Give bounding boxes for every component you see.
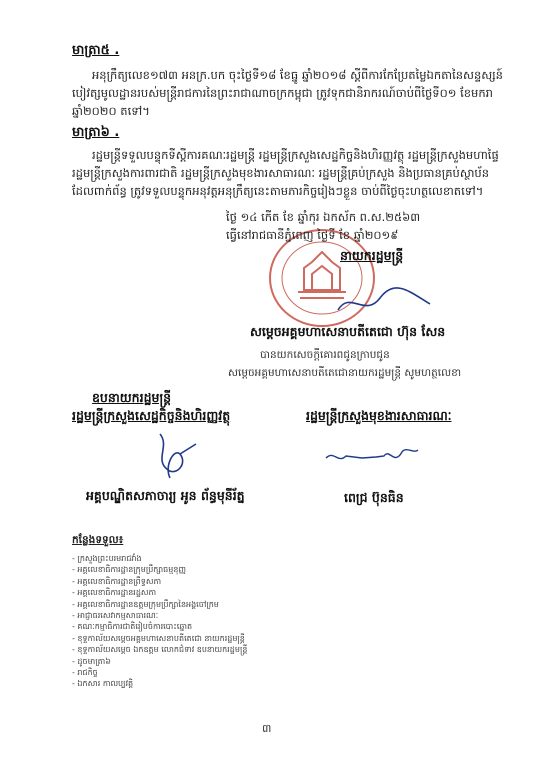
article5-line1: អនុក្រឹត្យលេខ១៧៣ អនក្រ.បក ចុះថ្ងៃទី១៨ ខែធ្នូ ឆ្នាំ២០១៨ ស្តីពីការកែប្រែតម្លៃឯកតានៃសន្ទស្សន៍ <box>92 68 503 82</box>
recipient-item: - អគ្គលេខាធិការដ្ឋានព្រឹទ្ធសភា <box>72 576 162 586</box>
article5-line3: ឆ្នាំ២០២០ តទៅ។ <box>72 104 150 118</box>
left-signatory-ministry: រដ្ឋមន្ត្រីក្រសួងសេដ្ឋកិច្ចនិងហិរញ្ញវត្ថុ <box>72 408 231 423</box>
recipient-item: - រាជកិច្ច <box>72 667 98 677</box>
submission-line1: បានយកសេចក្តីគោរពជូនក្រាបជូន <box>260 349 390 361</box>
right-signatory-ministry: រដ្ឋមន្ត្រីក្រសួងមុខងារសាធារណៈ <box>306 408 452 423</box>
solar-date: ធ្វើនៅរាជធានីភ្នំពេញ ថ្ងៃទី ខែ ឆ្នាំ២០១៩ <box>226 228 399 242</box>
recipients-list <box>72 534 332 690</box>
submission-line2: សម្តេចអគ្គមហាសេនាបតីតេជោនាយករដ្ឋមន្ត្រី សូមហត្ថលេខា <box>228 367 462 379</box>
article6-line2: រដ្ឋមន្ត្រីក្រសួងការពារជាតិ រដ្ឋមន្ត្រីក្រសួងមុខងារសាធារណៈ រដ្ឋមន្ត្រីគ្រប់ក្រសួង និងប្រធានគ្រប់ស្ថាប័ន <box>72 166 490 180</box>
recipient-item: - អគ្គលេខាធិការដ្ឋានរដ្ឋសភា <box>72 588 157 598</box>
left-signatory-rank: ឧបនាយករដ្ឋមន្ត្រី <box>92 390 172 405</box>
pm-name: សម្តេចអគ្គមហាសេនាបតីតេជោ ហ៊ុន សែន <box>250 324 446 339</box>
article6-line1: រដ្ឋមន្ត្រីទទួលបន្ទុកទីស្តីការគណៈរដ្ឋមន្ត្រី រដ្ឋមន្ត្រីក្រសួងសេដ្ឋកិច្ចនិងហិរញ្ញវត្ថុ រដ្ឋមន្ត្រីក្រសួងមហាផ្ទៃ <box>92 148 499 162</box>
recipient-item: - ដូចមាត្រា៦ <box>72 656 111 666</box>
right-signature <box>322 440 422 472</box>
article5-heading: មាត្រា៥ . <box>72 43 120 58</box>
recipient-item: - ក្រសួងព្រះបរមរាជវាំង <box>72 554 142 563</box>
recipient-item: - អគ្គលេខាធិការដ្ឋានឧត្តមក្រុមប្រឹក្សានៃអង្គចៅក្រម <box>72 599 219 609</box>
article6-line3: ដែលពាក់ព័ន្ធ ត្រូវទទួលបន្ទុកអនុវត្តអនុក្រឹត្យនេះតាមភារកិច្ចរៀងៗខ្លួន ចាប់ពីថ្ងៃចុះហត្ថលេខាតទៅ។ <box>72 184 484 198</box>
recipient-item: - គណៈកម្មាធិការជាតិរៀបចំការបោះឆ្នោត <box>72 622 193 632</box>
left-signatory-name: អគ្គបណ្ឌិតសភាចារ្យ អូន ព័ន្ធមុនីរ័ត្ន <box>86 488 245 503</box>
recipient-item: - ឯកសារ កាលប្បវត្តិ <box>72 679 134 689</box>
recipient-item: - អគ្គលេខាធិការដ្ឋានក្រុមប្រឹក្សាធម្មនុញ្ញ <box>72 565 187 575</box>
pm-signature-mark <box>330 280 440 320</box>
recipient-item: - ខុទ្ទកាល័យសម្តេច ឯកឧត្តម លោកជំទាវ ឧបនាយករដ្ឋមន្ត្រី <box>72 645 248 655</box>
article5-line2: បៀវត្សមូលដ្ឋានរបស់មន្ត្រីរាជការនៃព្រះរាជាណាចក្រកម្ពុជា ត្រូវទុកជានិរាករណ៍ចាប់ពីថ្ងៃទី០១ ខែមករា <box>72 86 493 100</box>
recipient-item: - ខុទ្ទកាល័យសម្តេចអគ្គមហាសេនាបតីតេជោ នាយករដ្ឋមន្ត្រី <box>72 633 245 643</box>
left-signature <box>140 426 210 486</box>
lunar-date: ថ្ងៃ ១៤ កើត ខែ ឆ្នាំកុរ ឯកស័ក ព.ស.២៥៦៣ <box>226 210 421 224</box>
recipients-heading: កន្លែងទទួល៖ <box>72 534 124 546</box>
article6-heading: មាត្រា៦ . <box>72 125 120 140</box>
page-number: ៣ <box>262 722 272 735</box>
recipient-item: - អាជ្ញាធរសេវាកម្មសាធារណៈ <box>72 610 159 620</box>
right-signatory-name: ពេជ្រ ប៊ុនធិន <box>344 490 404 505</box>
pm-title: នាយករដ្ឋមន្ត្រី <box>340 248 404 263</box>
